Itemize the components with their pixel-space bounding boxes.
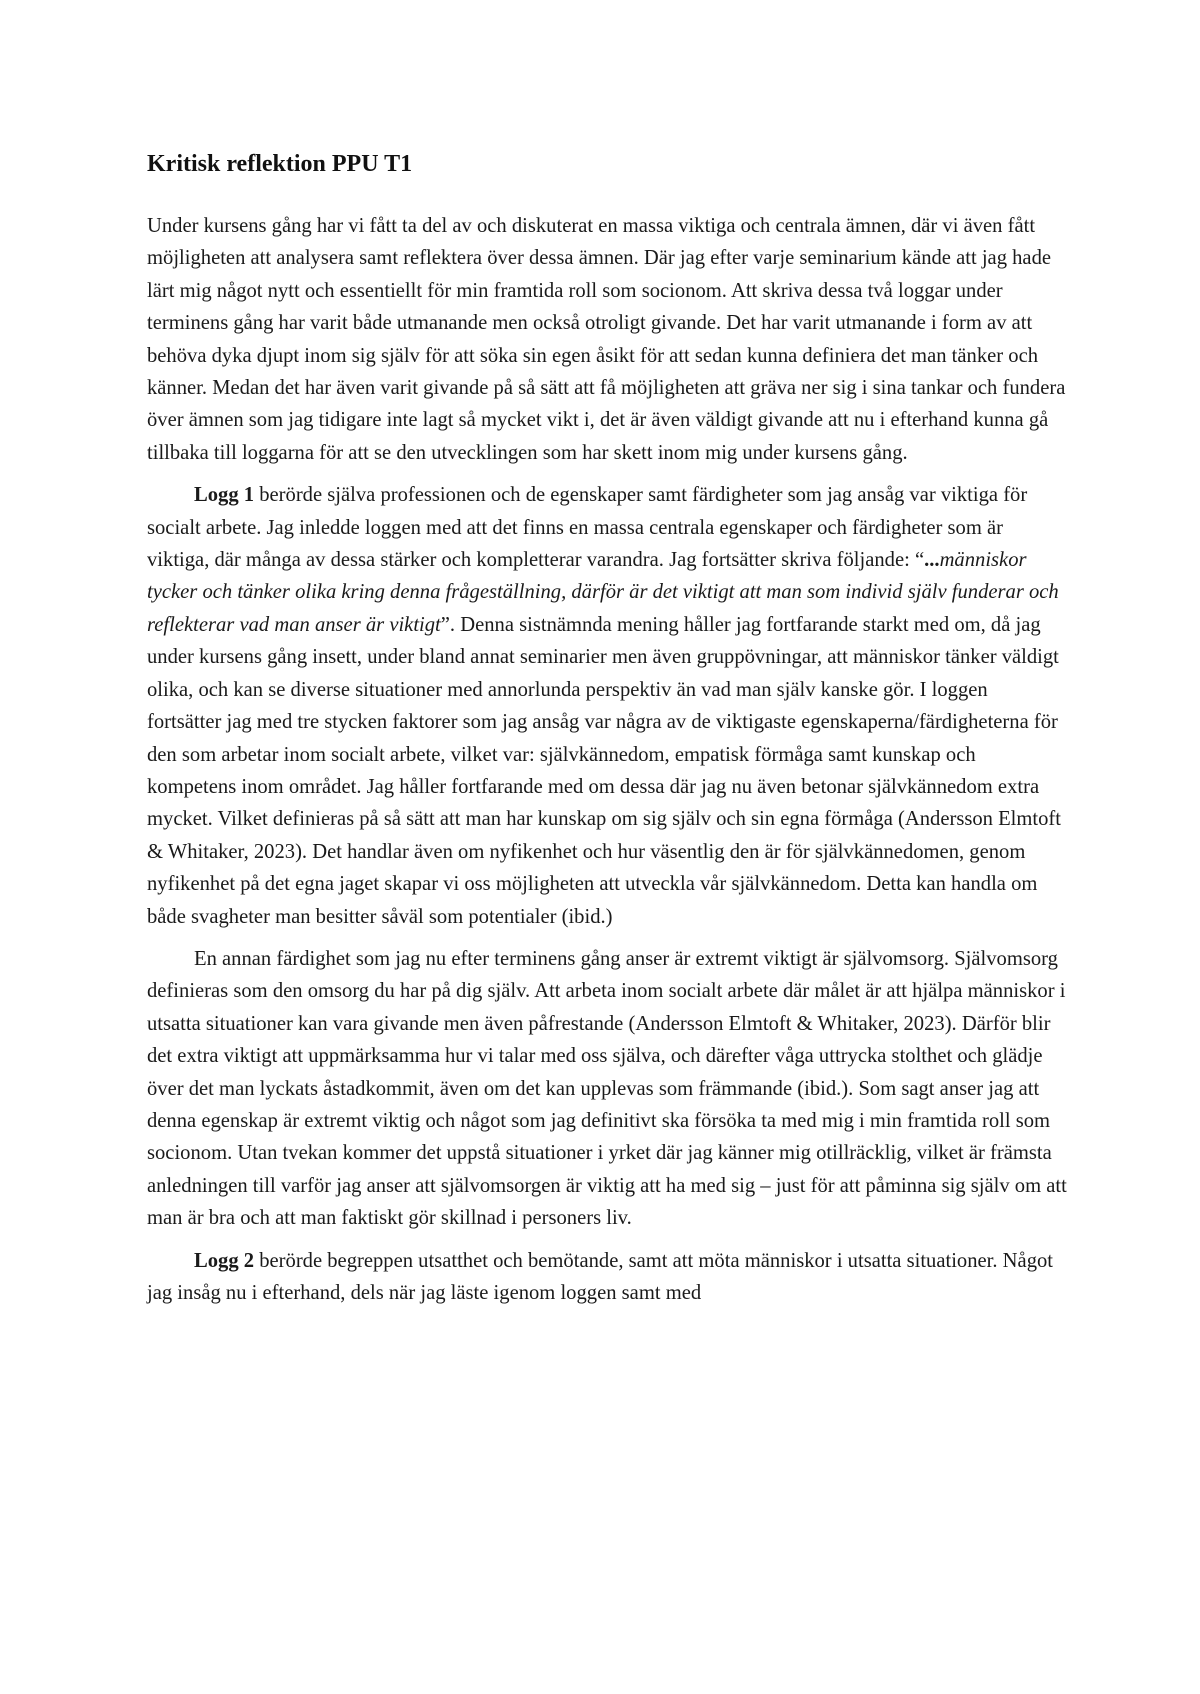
- document-title: Kritisk reflektion PPU T1: [147, 151, 413, 177]
- logg-2-text: berörde begreppen utsatthet och bemötande, samt att möta människor i utsatta situationer. Något jag insåg nu i efterhand, dels när jag läste igenom loggen samt med: [147, 1249, 1054, 1304]
- document-body: [147, 148, 1067, 1319]
- logg-1-quote: människor tycker och tänker olika kring denna frågeställning, därför är det viktigt att man som individ själv funderar och reflekterar vad man anser är viktigt: [147, 549, 1059, 636]
- logg-2-label: Logg 2: [194, 1249, 255, 1272]
- quote-ellipsis: ...: [924, 549, 940, 572]
- logg-1-text-b: ”. Denna sistnämnda mening håller jag fortfarande starkt med om, då jag under kursens gång insett, under bland annat seminarier men även gruppövningar, att människor tänker väldigt olika, och kan se diverse situationer med annorlunda perspektiv än vad man själv kanske gör. I loggen fortsätter jag med tre stycken faktorer som jag ansåg var några av de viktigaste egenskaperna/färdigheterna för den som arbetar inom socialt arbete, vilket var: självkännedom, empatisk förmåga samt kunskap och kompetens inom området. Jag håller fortfarande med om dessa där jag nu även betonar självkännedom extra mycket. Vilket definieras på så sätt att man har kunskap om sig själv och sin egna förmåga (Andersson Elmtoft & Whitaker, 2023). Det handlar även om nyfikenhet och hur väsentlig den är för självkännedomen, genom nyfikenhet på det egna jaget skapar vi oss möjligheten att utveckla vår självkännedom. Detta kan handla om både svagheter man besitter såväl som potentialer (ibid.): [147, 613, 1062, 928]
- logg-1-text-a: berörde själva professionen och de egenskaper samt färdigheter som jag ansåg var viktiga för socialt arbete. Jag inledde loggen med att det finns en massa centrala egenskaper och färdigheter som är viktiga, där många av dessa stärker och kompletterar varandra. Jag fortsätter skriva följande: “: [147, 484, 1028, 572]
- logg-1-label: Logg 1: [194, 484, 255, 507]
- paragraph-logg-2: [147, 1245, 1067, 1310]
- paragraph-logg-1: [147, 479, 1067, 933]
- paragraph-self-care: En annan färdighet som jag nu efter terminens gång anser är extremt viktigt är självomsorg. Självomsorg definieras som den omsorg du har på dig själv. Att arbeta inom socialt arbete där målet är att hjälpa människor i utsatta situationer kan vara givande men även påfrestande (Andersson Elmtoft & Whitaker, 2023). Därför blir det extra viktigt att uppmärksamma hur vi talar med oss själva, och därefter våga uttrycka stolthet och glädje över det man lyckats åstadkommit, även om det kan upplevas som främmande (ibid.). Som sagt anser jag att denna egenskap är extremt viktig och något som jag definitivt ska försöka ta med mig i min framtida roll som socionom. Utan tvekan kommer det uppstå situationer i yrket där jag känner mig otillräcklig, vilket är främsta anledningen till varför jag anser att självomsorgen är viktig att ha med sig – just för att påminna sig själv om att man är bra och att man faktiskt gör skillnad i personers liv.: [147, 947, 1067, 1230]
- paragraph-intro: Under kursens gång har vi fått ta del av och diskuterat en massa viktiga och centrala ämnen, där vi även fått möjligheten att analysera samt reflektera över dessa ämnen. Där jag efter varje seminarium kände att jag hade lärt mig något nytt och essentiellt för min framtida roll som socionom. Att skriva dessa två loggar under terminens gång har varit både utmanande men också otroligt givande. Det har varit utmanande i form av att behöva dyka djupt inom sig själv för att söka sin egen åsikt för att sedan kunna definiera det man tänker och känner. Medan det har även varit givande på så sätt att få möjligheten att gräva ner sig i sina tankar och fundera över ämnen som jag tidigare inte lagt så mycket vikt i, det är även väldigt givande att nu i efterhand kunna gå tillbaka till loggarna för att se den utvecklingen som har skett inom mig under kursens gång.: [147, 215, 1066, 464]
